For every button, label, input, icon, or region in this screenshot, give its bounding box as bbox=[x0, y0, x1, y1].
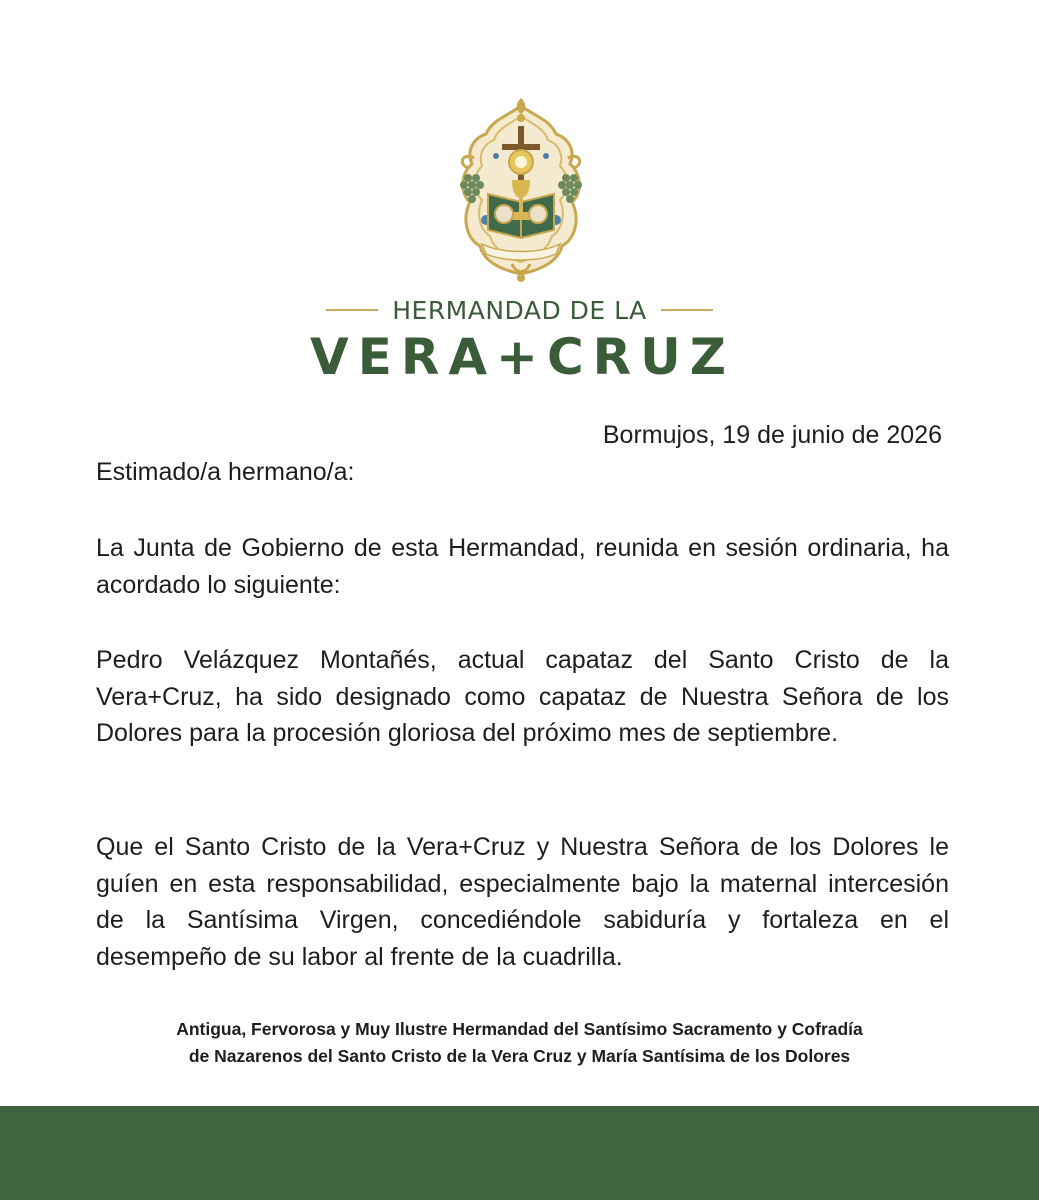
right-gold-rule bbox=[661, 309, 713, 311]
brand-subtitle: HERMANDAD DE LA bbox=[392, 295, 647, 325]
brotherhood-full-name bbox=[0, 1016, 1039, 1070]
letter-date: Bormujos, 19 de junio de 2026 bbox=[602, 421, 942, 449]
brand-title: VERA+CRUZ bbox=[310, 328, 735, 386]
left-gold-rule bbox=[326, 309, 378, 311]
brand-subtitle-row bbox=[0, 292, 1039, 328]
letter-salutation: Estimado/a hermano/a: bbox=[96, 458, 355, 486]
brand-wordmark bbox=[0, 292, 1039, 386]
crest-icon bbox=[452, 98, 590, 284]
footer-line-1: Antigua, Fervorosa y Muy Ilustre Hermandad del Santísimo Sacramento y Cofradía bbox=[176, 1019, 863, 1039]
bottom-green-band bbox=[0, 1106, 1039, 1200]
letter-paragraph: Que el Santo Cristo de la Vera+Cruz y Nuestra Señora de los Dolores le guíen en esta responsabilidad, especialmente bajo la maternal intercesión de la Santísima Virgen, concediéndole sabiduría y fortaleza en el desempeño de su labor al frente de la cuadrilla. bbox=[96, 833, 949, 971]
footer-line-2: de Nazarenos del Santo Cristo de la Vera Cruz y María Santísima de los Dolores bbox=[188, 1046, 851, 1066]
letter-paragraph: Pedro Velázquez Montañés, actual capataz del Santo Cristo de la Vera+Cruz, ha sido designado como capataz de Nuestra Señora de los Dolores para la procesión gloriosa del próximo mes de septiembre. bbox=[96, 646, 949, 747]
letter-paragraph: La Junta de Gobierno de esta Hermandad, reunida en sesión ordinaria, ha acordado lo siguiente: bbox=[96, 534, 949, 599]
